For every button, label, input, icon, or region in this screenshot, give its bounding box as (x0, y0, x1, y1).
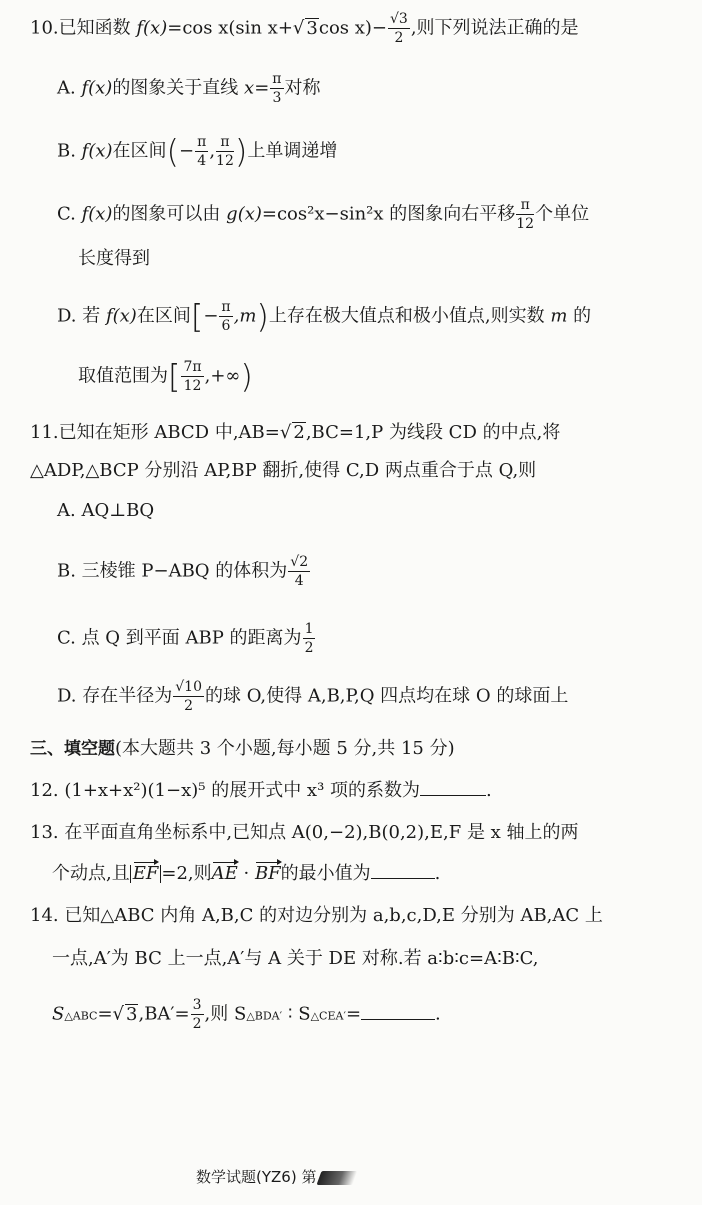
q11-option-a: A. AQ⊥BQ (57, 500, 155, 521)
q11-option-b: B. 三棱锥 P−ABQ 的体积为 $\frac{√2}{4}$ (57, 554, 309, 589)
q14-line2: 一点,A′为 BC 上一点,A′与 A 关于 DE 对称.若 a∶b∶c=A∶B∶C, (52, 948, 539, 969)
q13-line1: 13. 在平面直角坐标系中,已知点 A(0,−2),B(0,2),E,F 是 x 轴上的两 (30, 822, 579, 843)
q11-option-c: C. 点 Q 到平面 ABP 的距离为 $\frac{1}{2}$ (57, 621, 314, 656)
q13-answer-blank[interactable] (371, 877, 435, 879)
q11-option-d: D. 存在半径为 $\frac{√10}{2}$ 的球 O,使得 A,B,P,Q 四点均在球 O 的球面上 (57, 679, 569, 714)
q13-line2: 个动点,且 EF =2,则AE · BF的最小值为 . (52, 863, 441, 884)
q12: 12. (1+x+x²)(1−x)⁵ 的展开式中 x³ 项的系数为 . (30, 780, 492, 801)
q14-line3: S△ABC=√ 3,BA′= $\frac{3}{2}$ ,则 S△BDA′ ∶ S△CEA′= . (52, 997, 441, 1032)
q10-option-d-line2: 取值范围为[ $\frac{7\pi}{12}$ ,+∞) (78, 357, 253, 396)
q12-answer-blank[interactable] (420, 794, 486, 796)
q14-answer-blank[interactable] (361, 1018, 435, 1020)
smudge-mark (317, 1171, 358, 1185)
section-title: 三、填空题(本大题共 3 个小题,每小题 5 分,共 15 分) (30, 738, 455, 759)
q10-option-b: B. f(x)在区间(− $\frac{\pi}{4}$ , $\frac{\pi}{12}$ )上单调递增 (57, 132, 338, 171)
q14-line1: 14. 已知△ABC 内角 A,B,C 的对边分别为 a,b,c,D,E 分别为 AB,AC 上 (30, 905, 603, 926)
q10-stem: 10.已知函数 f(x)=cos x(sin x+√ 3cos x)− $\frac{√3}{2}$ ,则下列说法正确的是 (30, 11, 579, 46)
page-footer: 数学试题(YZ6) 第 (196, 1170, 355, 1185)
q10-option-c-line2: 长度得到 (78, 248, 150, 269)
q10-option-c: C. f(x)的图象可以由 g(x)=cos²x−sin²x 的图象向右平移 $\frac{\pi}{12}$ 个单位 (57, 197, 590, 232)
q11-stem-line1: 11.已知在矩形 ABCD 中,AB=√ 2,BC=1,P 为线段 CD 的中点,将 (30, 422, 561, 443)
q10-option-d: D. 若 f(x)在区间[− $\frac{\pi}{6}$ ,m)上存在极大值点和极小值点,则实数 m 的 (57, 297, 592, 336)
q10-frac: $\frac{√3}{2}$ (390, 11, 408, 46)
q10-option-a: A. f(x)的图象关于直线 x= $\frac{\pi}{3}$ 对称 (57, 71, 321, 106)
q11-stem-line2: △ADP,△BCP 分别沿 AP,BP 翻折,使得 C,D 两点重合于点 Q,则 (30, 460, 537, 481)
